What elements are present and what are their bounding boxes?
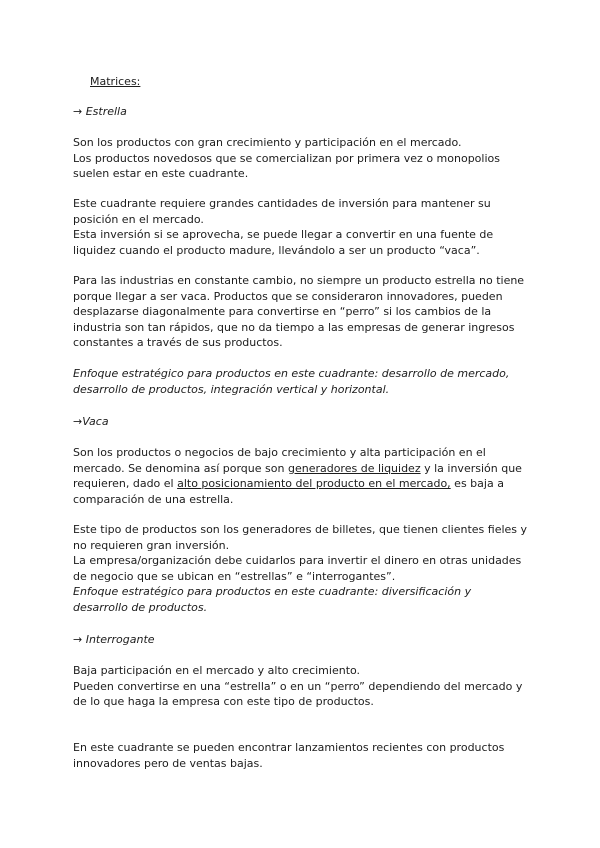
text-line: Baja participación en el mercado y alto crecimiento.	[73, 664, 361, 677]
text-line: liquidez cuando el producto madure, llevándolo a ser un producto “vaca”.	[73, 243, 480, 257]
underlined-text: alto posicionamiento del producto en el mercado,	[177, 477, 451, 490]
text-line: Enfoque estratégico para productos en este cuadrante: desarrollo de mercado,	[73, 367, 510, 380]
text-line	[73, 476, 543, 492]
text-line: Este tipo de productos son los generadores de billetes, que tienen clientes fieles y	[73, 523, 528, 536]
text-line: innovadores pero de ventas bajas.	[73, 756, 263, 770]
text-line: de negocio que se ubican en “estrellas” e “interrogantes”.	[73, 569, 396, 583]
text-line: industria son tan rápidos, que no da tiempo a las empresas de generar ingresos	[73, 320, 515, 334]
text-line: Este cuadrante requiere grandes cantidades de inversión para mantener su	[73, 197, 491, 210]
text-line: no requieren gran inversión.	[73, 538, 230, 552]
text-line: constantes a través de sus productos.	[73, 336, 283, 349]
text-line: Enfoque estratégico para productos en este cuadrante: diversificación y	[73, 585, 472, 598]
interrogante-paragraph-1	[73, 663, 543, 710]
section-heading-vaca: →Vaca	[73, 415, 109, 428]
text-line: Pueden convertirse en una “estrella” o en un “perro” dependiendo del mercado y	[73, 679, 523, 693]
text-line: desarrollo de productos, integración vertical y horizontal.	[73, 382, 390, 396]
underlined-text: generadores de liquidez	[287, 461, 421, 475]
section-heading-estrella: → Estrella	[73, 105, 127, 118]
text-line: Son los productos o negocios de bajo crecimiento y alta participación en el	[73, 446, 486, 459]
text-line: Esta inversión si se aprovecha, se puede llegar a convertir en una fuente de	[73, 228, 494, 241]
estrella-strategy	[73, 366, 543, 397]
text-line: Para las industrias en constante cambio, no siempre un producto estrella no tiene	[73, 274, 525, 287]
interrogante-paragraph-2	[73, 740, 543, 771]
text-line: En este cuadrante se pueden encontrar lanzamientos recientes con productos	[73, 741, 505, 754]
text-line: Son los productos con gran crecimiento y participación en el mercado.	[73, 136, 462, 149]
text-segment: requieren, dado el	[73, 477, 178, 490]
section-heading-interrogante: → Interrogante	[73, 633, 155, 646]
text-line: desarrollo de productos.	[73, 600, 208, 614]
text-segment: y la inversión que	[420, 461, 522, 475]
vaca-strategy	[73, 584, 543, 615]
estrella-paragraph-1	[73, 135, 543, 182]
page-title: Matrices:	[90, 75, 141, 88]
vaca-paragraph-2	[73, 522, 543, 584]
text-segment: mercado. Se denomina así porque son	[73, 461, 288, 475]
estrella-paragraph-3	[73, 273, 543, 351]
text-line: porque llegar a ser vaca. Productos que se consideraron innovadores, pueden	[73, 289, 503, 303]
text-line	[73, 461, 543, 477]
text-line: posición en el mercado.	[73, 212, 204, 226]
text-line: suelen estar en este cuadrante.	[73, 167, 249, 180]
text-line: de lo que haga la empresa con este tipo de productos.	[73, 695, 374, 708]
text-segment: es baja a	[450, 477, 504, 490]
text-line: Los productos novedosos que se comercializan por primera vez o monopolios	[73, 151, 500, 165]
text-line: comparación de una estrella.	[73, 492, 234, 506]
text-line: La empresa/organización debe cuidarlos para invertir el dinero en otras unidades	[73, 554, 522, 567]
vaca-paragraph-1	[73, 445, 543, 507]
estrella-paragraph-2	[73, 196, 543, 258]
text-line: desplazarse diagonalmente para convertirse en “perro” si los cambios de la	[73, 305, 492, 318]
